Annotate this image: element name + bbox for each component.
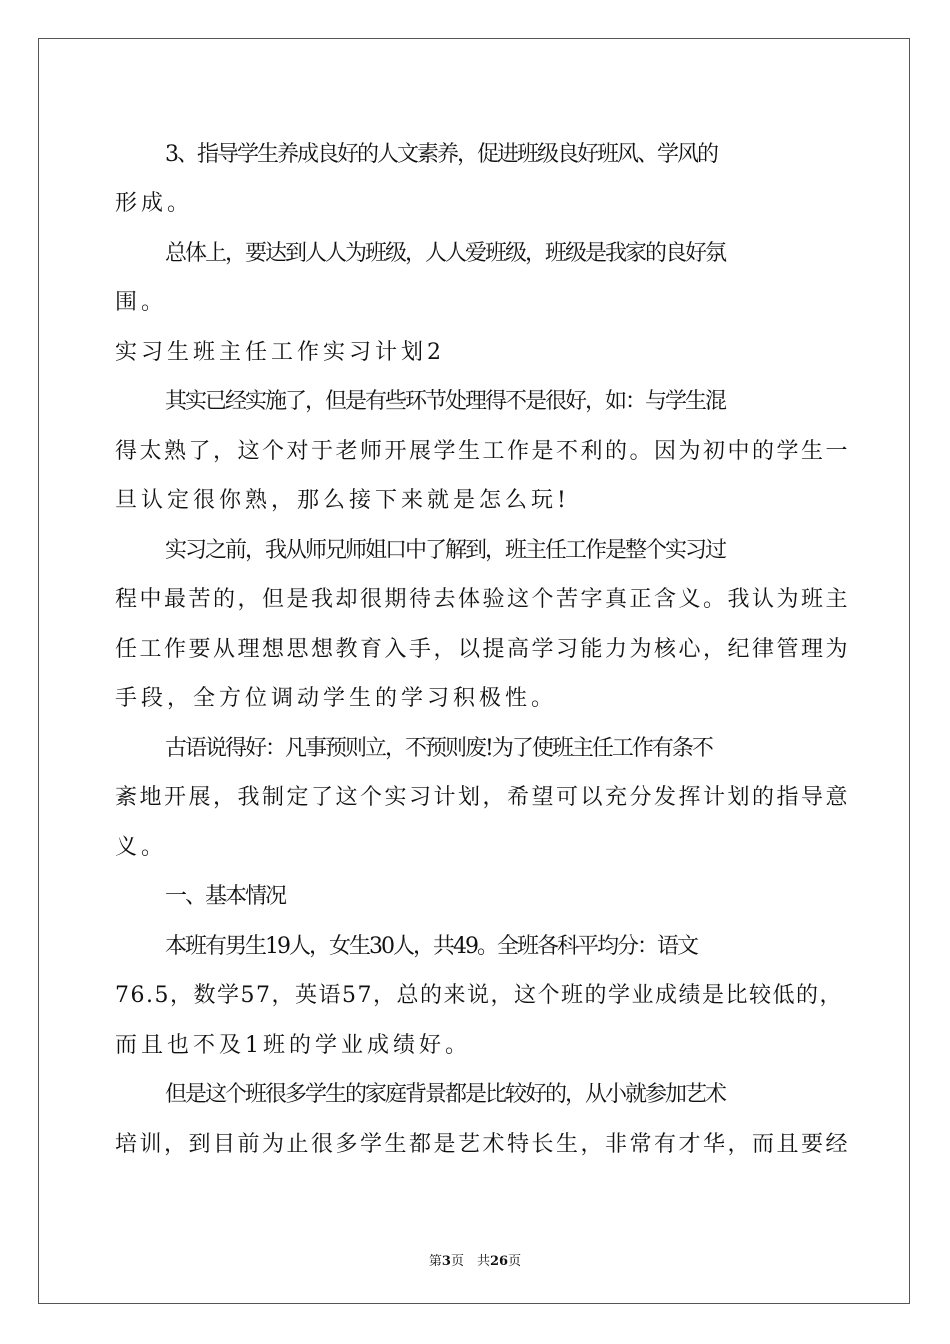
paragraph-line: 围。 [115, 290, 168, 315]
page-border [38, 38, 910, 1304]
paragraph-line: 其实已经实施了，但是有些环节处理得不是很好，如：与学生混 [165, 389, 726, 414]
paragraph-line: 而且也不及1班的学业成绩好。 [115, 1033, 471, 1058]
page-number-footer [0, 1250, 950, 1269]
paragraph-line: 总体上，要达到人人为班级，人人爱班级，班级是我家的良好氛 [165, 241, 726, 266]
paragraph-line: 古语说得好：凡事预则立，不预则废!为了使班主任工作有条不 [165, 736, 712, 761]
paragraph-line: 形成。 [115, 191, 194, 216]
page-mid: 页 共 [450, 1254, 490, 1269]
subsection-heading: 一、基本情况 [165, 884, 286, 909]
paragraph-line: 旦认定很你熟，那么接下来就是怎么玩! [115, 488, 570, 513]
paragraph-line: 得太熟了，这个对于老师开展学生工作是不利的。因为初中的学生一 [115, 439, 851, 464]
paragraph-line: 3、指导学生养成良好的人文素养，促进班级良好班风、学风的 [165, 142, 717, 167]
paragraph-line: 本班有男生19人，女生30人，共49。全班各科平均分：语文 [165, 934, 697, 959]
page-suffix: 页 [508, 1254, 522, 1269]
paragraph-line: 但是这个班很多学生的家庭背景都是比较好的，从小就参加艺术 [165, 1082, 726, 1107]
paragraph-line: 紊地开展，我制定了这个实习计划，希望可以充分发挥计划的指导意 [115, 785, 851, 810]
paragraph-line: 76.5，数学57，英语57，总的来说，这个班的学业成绩是比较低的， [115, 983, 843, 1008]
page-prefix: 第 [428, 1254, 442, 1269]
paragraph-line: 程中最苦的，但是我却很期待去体验这个苦字真正含义。我认为班主 [115, 587, 851, 612]
paragraph-line: 实习之前，我从师兄师姐口中了解到，班主任工作是整个实习过 [165, 538, 726, 563]
paragraph-line: 培训，到目前为止很多学生都是艺术特长生，非常有才华，而且要经 [115, 1132, 851, 1157]
page-total: 26 [489, 1254, 509, 1269]
paragraph-line: 任工作要从理想思想教育入手，以提高学习能力为核心，纪律管理为 [115, 637, 851, 662]
paragraph-line: 义。 [115, 835, 168, 860]
paragraph-line: 手段，全方位调动学生的学习积极性。 [115, 686, 558, 711]
section-title: 实习生班主任工作实习计划2 [115, 340, 445, 365]
page-current: 3 [441, 1254, 451, 1269]
